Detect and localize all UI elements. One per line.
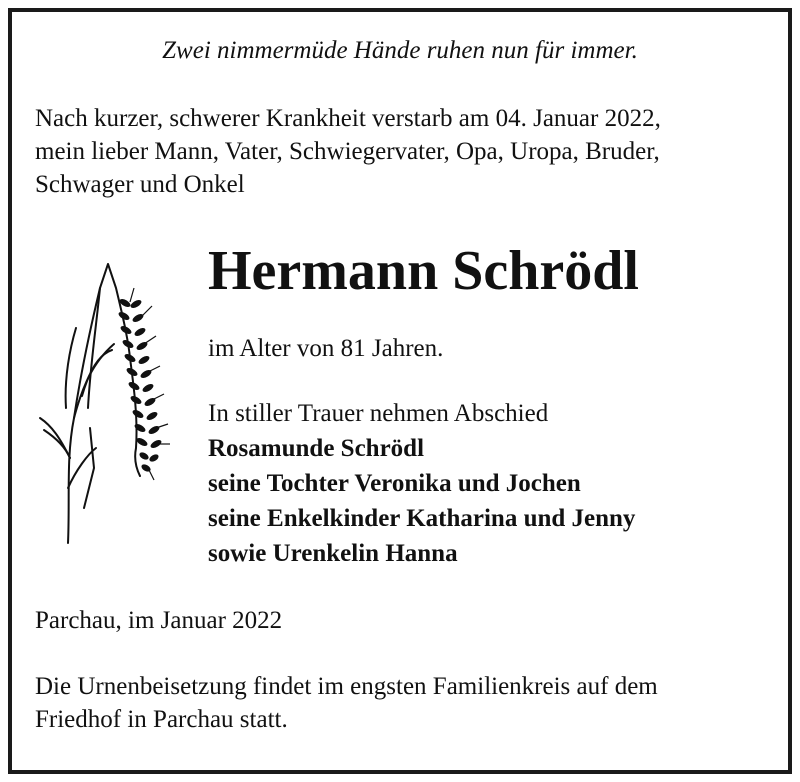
mourner-name: Rosamunde Schrödl	[208, 435, 425, 462]
funeral-note	[35, 670, 775, 736]
intro-line: mein lieber Mann, Vater, Schwiegervater, Opa, Uropa, Bruder,	[35, 138, 660, 165]
motto: Zwei nimmermüde Hände ruhen nun für immer.	[162, 37, 638, 64]
mourners-block	[208, 396, 788, 571]
intro-line: Schwager und Onkel	[35, 171, 245, 198]
mourner-name: seine Enkelkinder Katharina und Jenny	[208, 505, 636, 532]
age-text: im Alter von 81 Jahren.	[208, 335, 444, 362]
wheat-ear-icon	[30, 258, 180, 548]
mourner-name: seine Tochter Veronika und Jochen	[208, 470, 581, 497]
intro-line: Nach kurzer, schwerer Krankheit verstarb am 04. Januar 2022,	[35, 105, 661, 132]
mourning-intro: In stiller Trauer nehmen Abschied	[208, 400, 549, 427]
mourner-name: sowie Urenkelin Hanna	[208, 540, 458, 567]
funeral-line: Die Urnenbeisetzung findet im engsten Familienkreis auf dem	[35, 673, 658, 700]
deceased-name: Hermann Schrödl	[208, 240, 639, 302]
place-date: Parchau, im Januar 2022	[35, 607, 283, 634]
funeral-line: Friedhof in Parchau statt.	[35, 706, 288, 733]
intro-text	[35, 102, 775, 201]
